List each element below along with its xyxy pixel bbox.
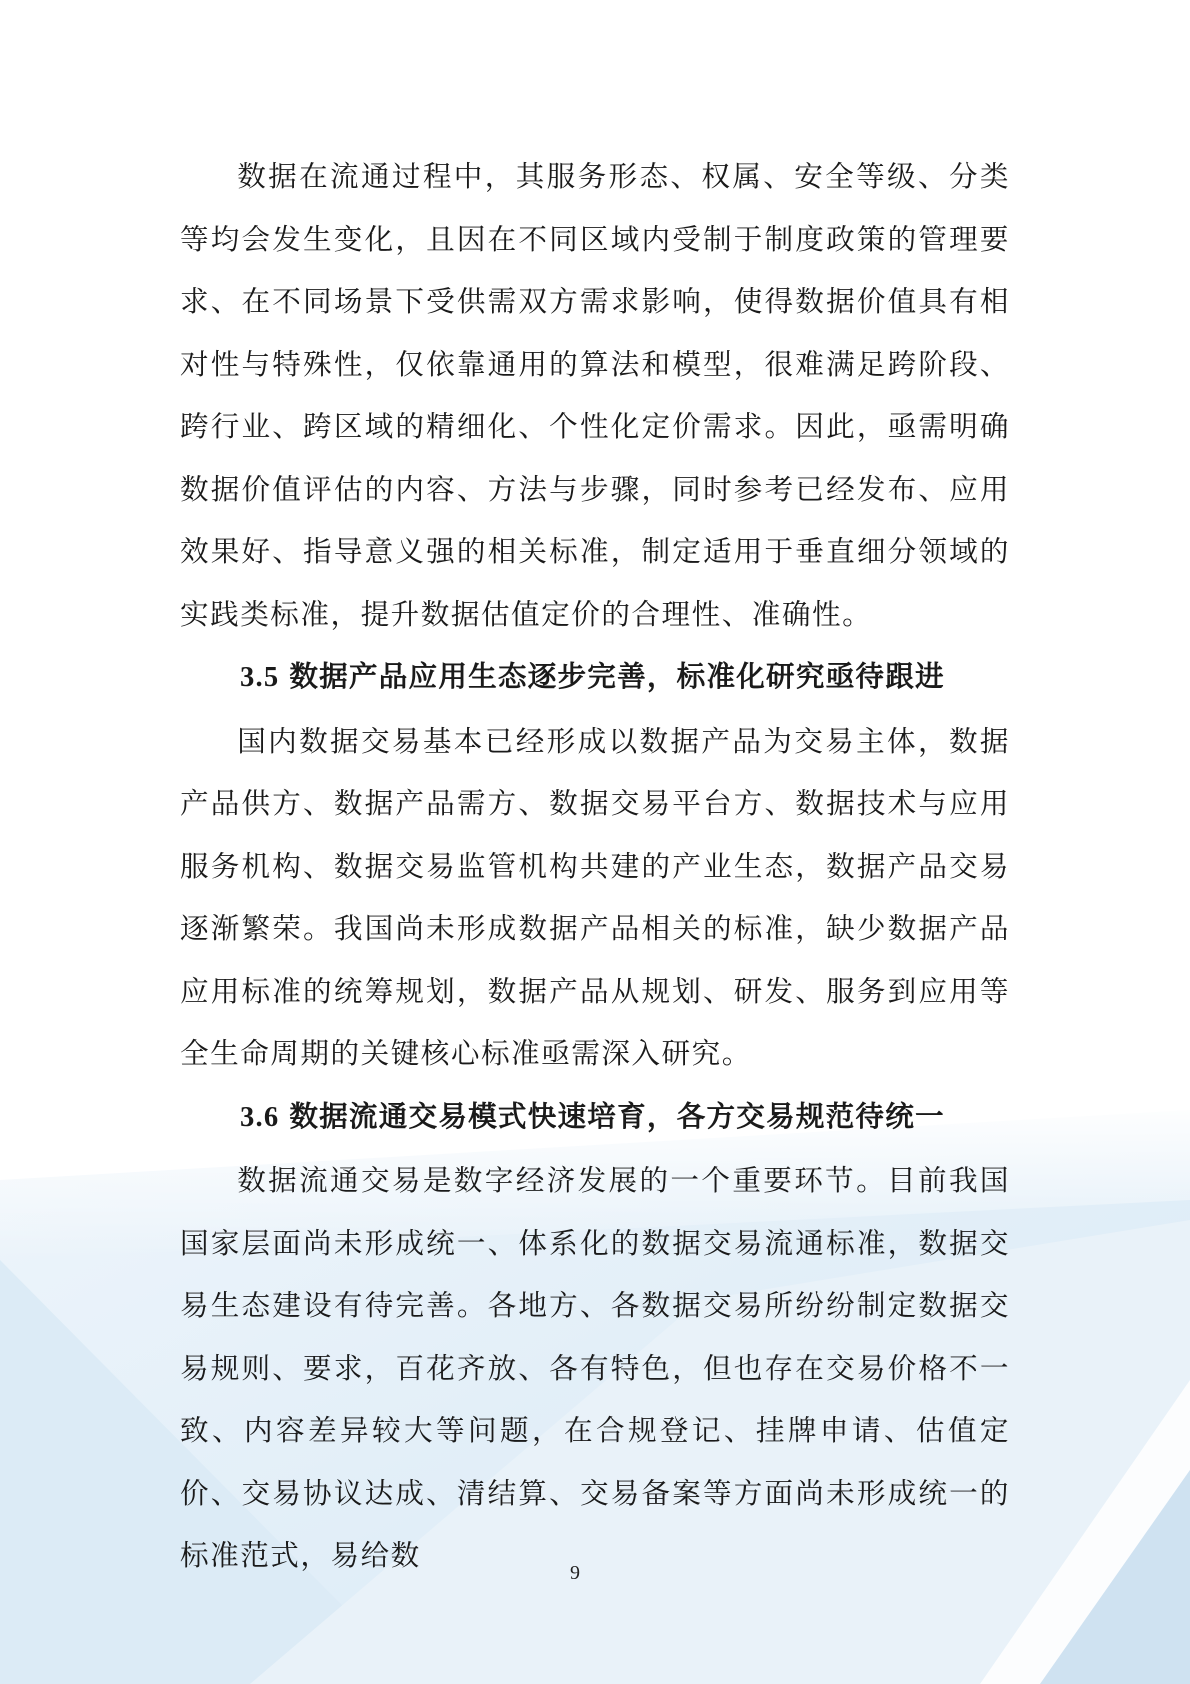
paragraph-data-valuation: 数据在流通过程中，其服务形态、权属、安全等级、分类等均会发生变化，且因在不同区域内受制于制度政策的管理要求、在不同场景下受供需双方需求影响，使得数据价值具有相对性与特殊性，仅依靠通用的算法和模型，很难满足跨阶段、跨行业、跨区域的精细化、个性化定价需求。因此，亟需明确数据价值评估的内容、方法与步骤，同时参考已经发布、应用效果好、指导意义强的相关标准，制定适用于垂直细分领域的实践类标准，提升数据估值定价的合理性、准确性。 bbox=[180, 159, 1010, 631]
paragraph-data-product-ecosystem: 国内数据交易基本已经形成以数据产品为交易主体，数据产品供方、数据产品需方、数据交易平台方、数据技术与应用服务机构、数据交易监管机构共建的产业生态，数据产品交易逐渐繁荣。我国尚未形成数据产品相关的标准，缺少数据产品应用标准的统筹规划，数据产品从规划、研发、服务到应用等全生命周期的关键核心标准亟需深入研究。 bbox=[180, 723, 1010, 1070]
section-heading-3-5 bbox=[180, 645, 1010, 710]
page-body bbox=[180, 145, 1010, 1587]
page-number: 9 bbox=[570, 1562, 580, 1584]
section-number: 3.6 bbox=[240, 1101, 280, 1133]
section-title: 数据流通交易模式快速培育，各方交易规范待统一 bbox=[289, 1098, 945, 1133]
section-title: 数据产品应用生态逐步完善，标准化研究亟待跟进 bbox=[289, 659, 945, 693]
section-number: 3.5 bbox=[240, 662, 280, 693]
paragraph-data-trading-mode: 数据流通交易是数字经济发展的一个重要环节。目前我国国家层面尚未形成统一、体系化的数据交易流通标准，数据交易生态建设有待完善。各地方、各数据交易所纷纷制定数据交易规则、要求，百花齐放、各有特色，但也存在交易价格不一致、内容差异较大等问题，在合规登记、挂牌申请、估值定价、交易协议达成、清结算、交易备案等方面尚未形成统一的标准范式，易给数 bbox=[180, 1163, 1010, 1572]
section-heading-3-6 bbox=[180, 1085, 1010, 1150]
